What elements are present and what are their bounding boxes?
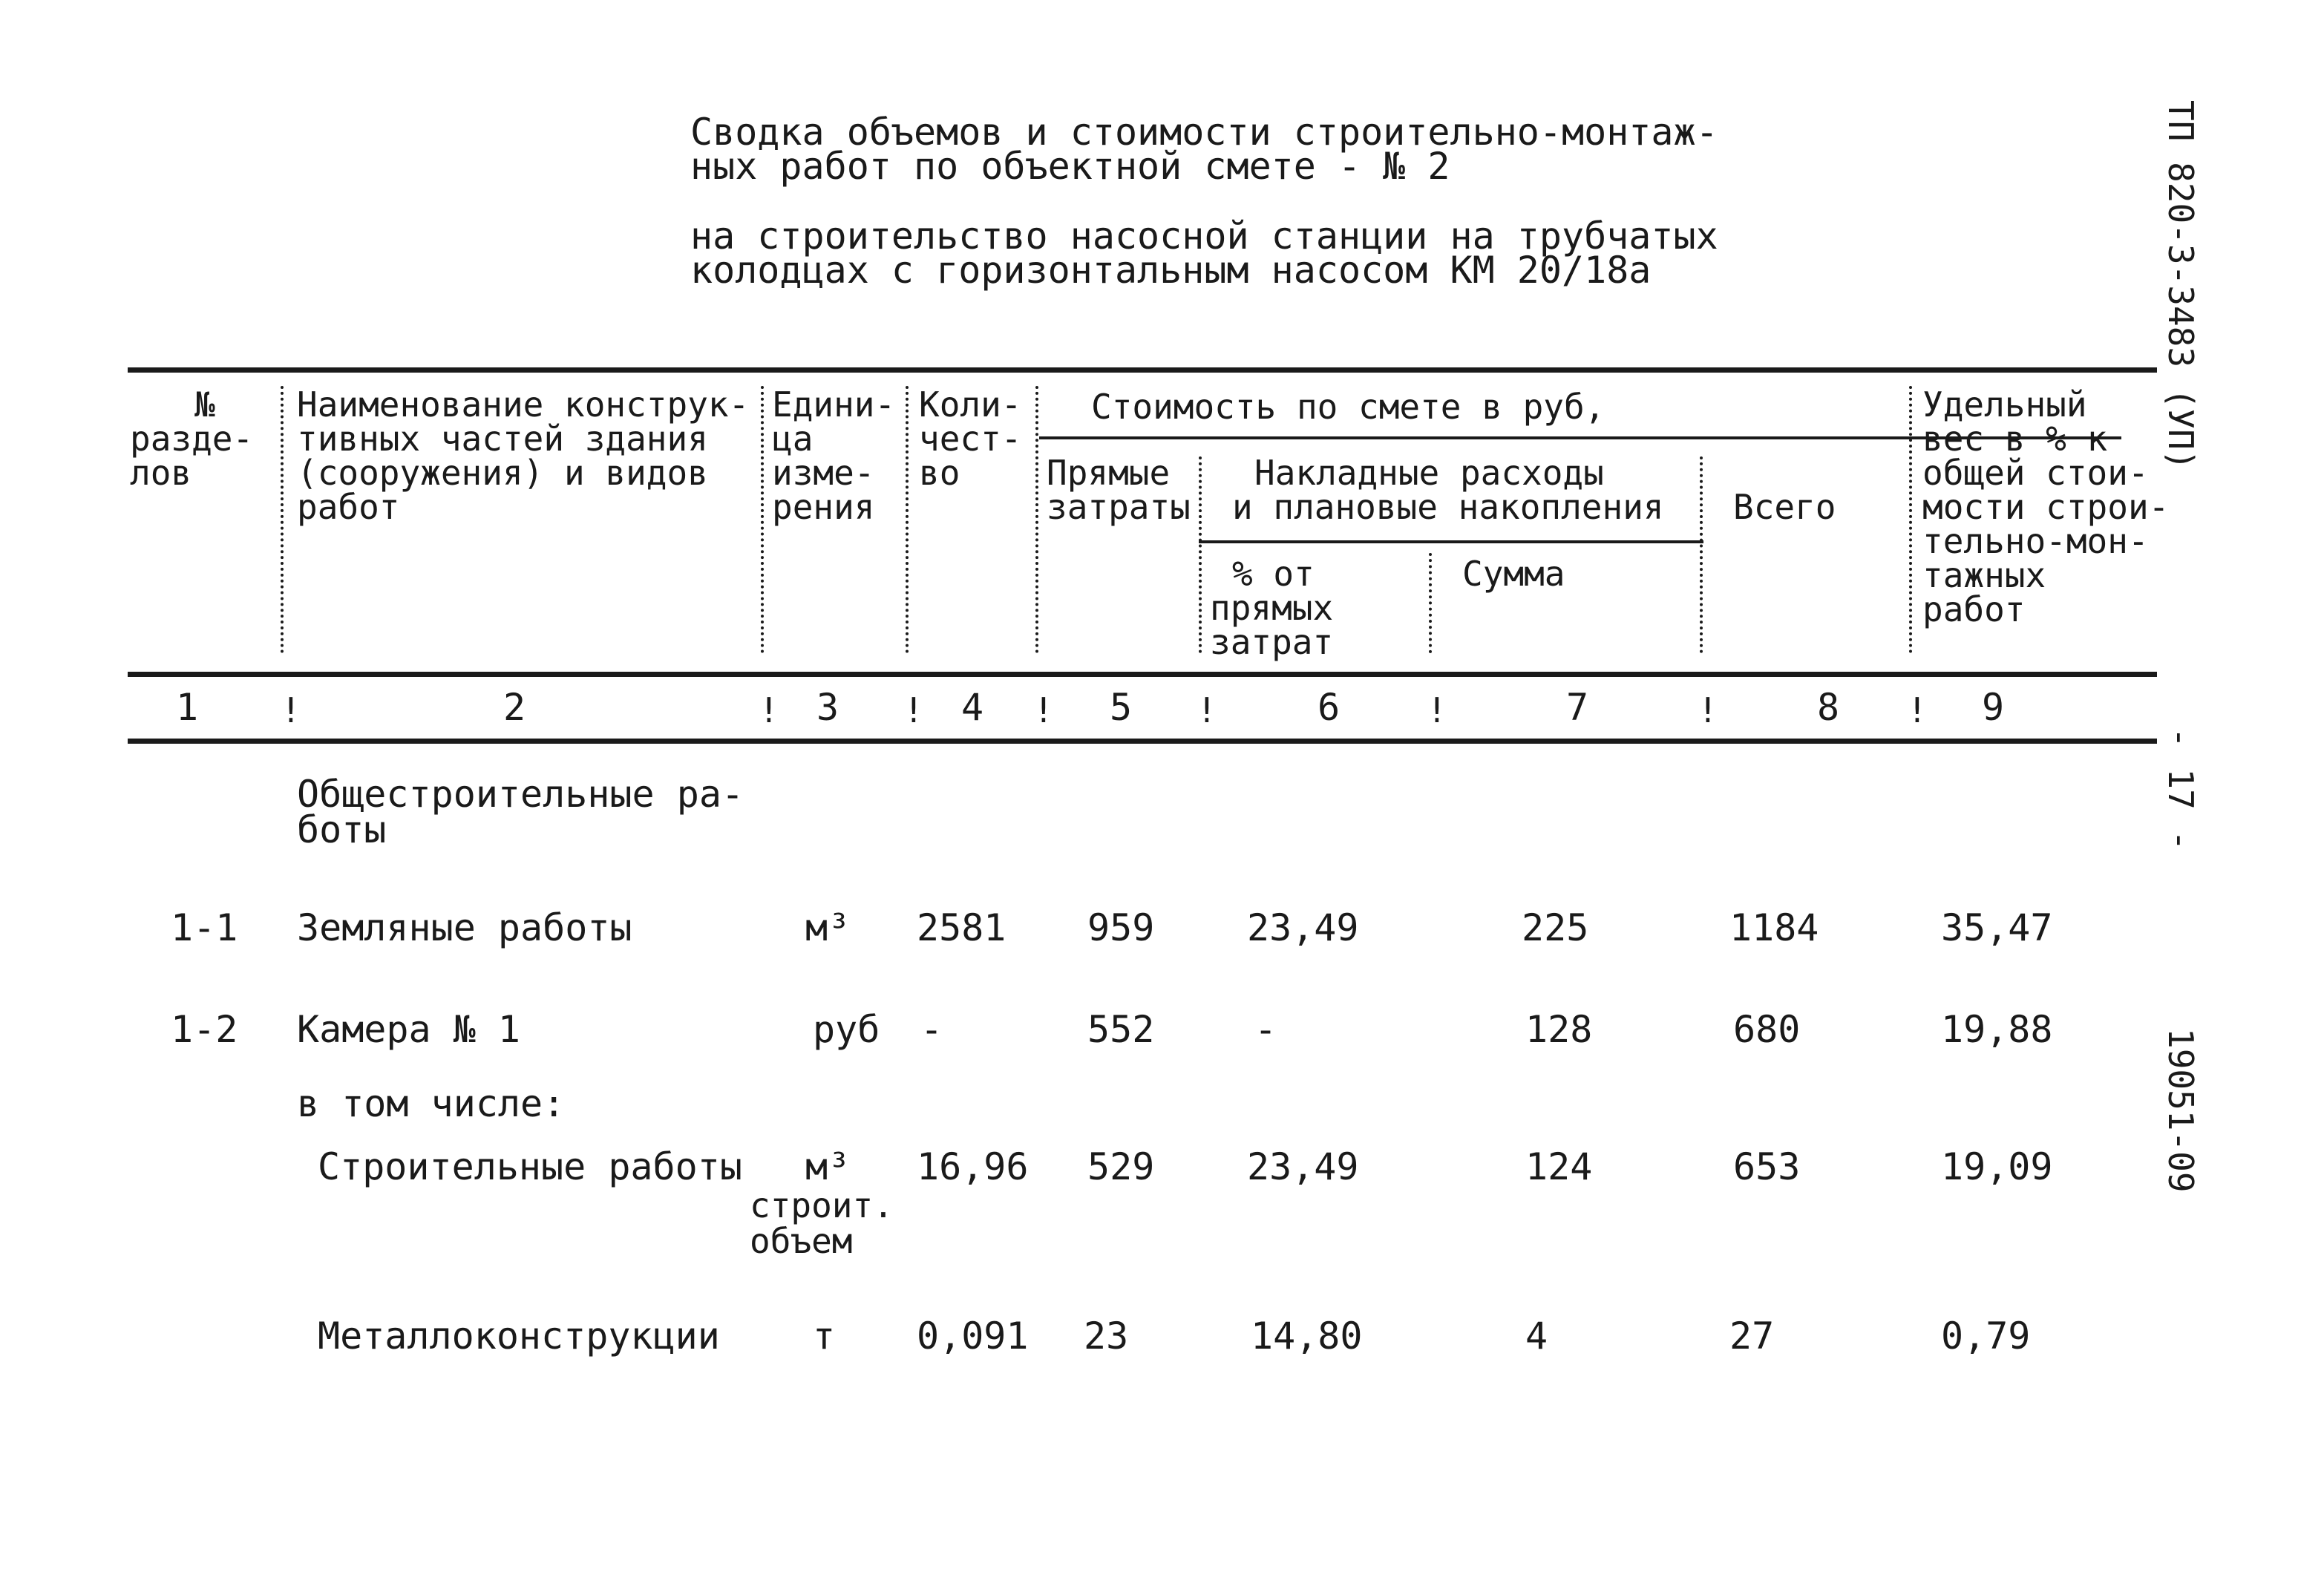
hdr-col3-line-1: Едини-: [772, 384, 896, 425]
row-number: 1-1: [171, 906, 238, 949]
row-name: Металлоконструкции: [318, 1315, 720, 1358]
col-sep-4: [1035, 386, 1038, 653]
row-unit: м³: [805, 1145, 851, 1188]
document-subtitle-line-1: на строительство насосной станции на трубчатых: [690, 215, 1718, 258]
col-sep-7: [1700, 456, 1703, 653]
col-number-sep: !: [1427, 690, 1447, 730]
col-sep-6: [1429, 553, 1432, 653]
row-direct: 959: [1087, 906, 1155, 949]
col-number: 6: [1318, 686, 1341, 729]
col-number: 1: [176, 686, 199, 729]
row-qty: 0,091: [917, 1315, 1029, 1358]
row-name: Строительные работы: [318, 1145, 742, 1188]
col-number-sep: !: [1033, 690, 1054, 730]
col-sep-3: [906, 386, 909, 653]
hdr-col3-line-2: ца: [772, 419, 814, 459]
hdr-col9-line-4: мости строи-: [1922, 487, 2170, 527]
hdr-col9-line-7: работ: [1922, 589, 2026, 629]
hdr-col5-line-1: Прямые: [1047, 453, 1171, 493]
row-direct: 552: [1087, 1008, 1155, 1051]
row-sum: 225: [1522, 906, 1589, 949]
col-number-sep: !: [281, 690, 301, 730]
hdr-overhead-line-2: и плановые накопления: [1232, 487, 1664, 527]
hdr-overhead-line-1: Накладные расходы: [1254, 453, 1604, 493]
row-direct: 529: [1087, 1145, 1155, 1188]
row-total: 653: [1733, 1145, 1801, 1188]
header-bottom-rule: [128, 672, 2157, 677]
col-number: 3: [816, 686, 839, 729]
col-sep-2: [761, 386, 764, 653]
row-total: 680: [1733, 1008, 1801, 1051]
col-sep-8: [1909, 386, 1912, 653]
hdr-col2-line-4: работ: [297, 487, 400, 527]
col-number-sep: !: [759, 690, 779, 730]
col-number: 9: [1982, 686, 2005, 729]
hdr-col9-line-3: общей стои-: [1922, 453, 2149, 493]
overhead-group-rule: [1199, 540, 1703, 543]
col-number-sep: !: [903, 690, 924, 730]
document-title-line-2: ных работ по объектной смете - № 2: [690, 145, 1450, 188]
row-total: 27: [1729, 1315, 1775, 1358]
row-number: 1-2: [171, 1008, 238, 1051]
row-pct: 23,49: [1247, 1145, 1359, 1188]
hdr-col1-line-2: разде-: [130, 419, 254, 459]
row-unit: руб: [813, 1008, 880, 1051]
row-name: Камера № 1: [297, 1008, 521, 1051]
col-number: 7: [1566, 686, 1589, 729]
hdr-col5-line-2: затраты: [1047, 487, 1191, 527]
page-number: - 17 -: [2161, 727, 2201, 851]
numbering-bottom-rule: [128, 739, 2157, 744]
col-number: 2: [503, 686, 526, 729]
row-share: 0,79: [1941, 1315, 2031, 1358]
hdr-col9-line-2: вес в % к: [1922, 419, 2108, 459]
row-qty: 2581: [917, 906, 1006, 949]
hdr-col9-line-1: Удельный: [1922, 384, 2087, 425]
archive-number: 19051-09: [2161, 1028, 2201, 1193]
hdr-col3-line-4: рения: [772, 487, 875, 527]
section-heading-line-2: боты: [297, 808, 387, 851]
cost-group-rule: [1039, 436, 1906, 439]
col-number-sep: !: [1698, 690, 1718, 730]
row-name: Земляные работы: [297, 906, 632, 949]
hdr-col8: Всего: [1733, 487, 1836, 527]
hdr-col7: Сумма: [1462, 554, 1565, 594]
hdr-col6-line-2: прямых: [1210, 588, 1334, 628]
row-total: 1184: [1729, 906, 1819, 949]
col-number-sep: !: [1197, 690, 1217, 730]
hdr-col6-line-3: затрат: [1210, 622, 1334, 662]
hdr-cost-group: Стоимость по смете в руб,: [1091, 387, 1605, 427]
row-share: 19,09: [1941, 1145, 2053, 1188]
hdr-col2-line-2: тивных частей здания: [297, 419, 708, 459]
row-qty: 16,96: [917, 1145, 1029, 1188]
row-pct: 23,49: [1247, 906, 1359, 949]
row-sum: 128: [1525, 1008, 1593, 1051]
hdr-col9-line-5: тельно-мон-: [1922, 521, 2149, 561]
hdr-col4-line-2: чест-: [919, 419, 1022, 459]
row-unit: м³: [805, 906, 851, 949]
row-share: 35,47: [1941, 906, 2053, 949]
hdr-col4-line-3: во: [919, 453, 960, 493]
hdr-col3-line-3: изме-: [772, 453, 875, 493]
hdr-col4-line-1: Коли-: [919, 384, 1022, 425]
col-sep-1: [281, 386, 284, 653]
row-direct: 23: [1084, 1315, 1129, 1358]
col-number-sep: !: [1907, 690, 1928, 730]
col-number: 5: [1110, 686, 1133, 729]
hdr-col6-line-1: % от: [1232, 554, 1315, 594]
hdr-col2-line-3: (сооружения) и видов: [297, 453, 708, 493]
row-share: 19,88: [1941, 1008, 2053, 1051]
col-sep-5: [1199, 456, 1202, 653]
doc-code-label: ТП 820-3-3483 (УП): [2161, 100, 2201, 471]
table-top-rule: [128, 367, 2157, 373]
row-pct: -: [1254, 1008, 1277, 1051]
row-unit: т: [813, 1315, 836, 1358]
row-sum: 124: [1525, 1145, 1593, 1188]
document-subtitle-line-2: колодцах с горизонтальным насосом КМ 20/18а: [690, 249, 1652, 292]
row-qty: -: [920, 1008, 943, 1051]
hdr-col1-line-3: лов: [130, 453, 192, 493]
row-pct: 14,80: [1251, 1315, 1363, 1358]
hdr-col2-line-1: Наименование конструк-: [297, 384, 750, 425]
hdr-col9-line-6: тажных: [1922, 555, 2046, 595]
col-number: 4: [961, 686, 984, 729]
hdr-col1-line-1: №: [194, 384, 215, 425]
col-number: 8: [1817, 686, 1840, 729]
row-unit-note: строит. объем: [750, 1185, 894, 1261]
document-title-line-1: Сводка объемов и стоимости строительно-монтаж-: [690, 111, 1718, 154]
section-heading-line-1: Общестроительные ра-: [297, 773, 744, 816]
row-name: в том числе:: [297, 1082, 566, 1125]
row-sum: 4: [1525, 1315, 1548, 1358]
